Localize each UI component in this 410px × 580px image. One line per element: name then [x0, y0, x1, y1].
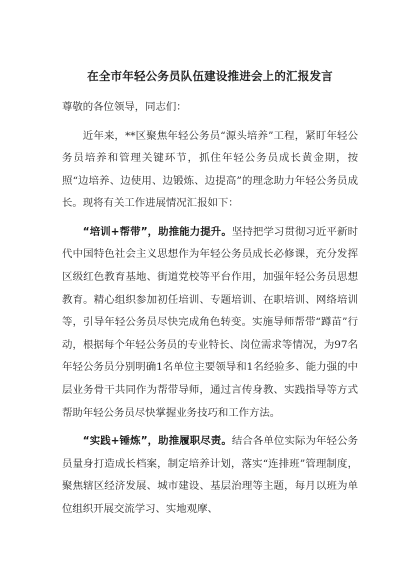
section-practice-paragraph	[62, 430, 358, 520]
salutation: 尊敬的各位领导，同志们：	[62, 101, 187, 113]
document-title: 在全市年轻公务员队伍建设推进会上的汇报发言	[87, 69, 333, 83]
section-training-heading: “培训+帮带”，助推能力提升。	[82, 225, 232, 238]
section-training-paragraph	[62, 221, 358, 424]
intro-paragraph: 近年来，**区聚焦年轻公务员“源头培养”工程，紧盯年轻公务员培养和管理关键环节，抓住年轻公务员成长黄金期，按照“边培养、边使用、边锻炼、边提高”的理念助力年轻公务员成长。现将有关工作进展情况汇报如下：	[62, 129, 358, 210]
section-practice-body: 结合各单位实际为年轻公务员量身打造成长档案，制定培养计划，落实“连排班”管理制度，聚焦辖区经济发展、城市建设、基层治理等主题，每月以班为单位组织开展交流学习、实地观摩、	[62, 435, 358, 515]
section-practice-heading: “实践+锤炼”，助推履职尽责。	[82, 435, 232, 448]
section-training-body: 坚持把学习贯彻习近平新时代中国特色社会主义思想作为年轻公务员成长必修课，充分发挥区级红色教育基地、街道党校等平台作用，加强年轻公务员思想教育。精心组织参加初任培训、专题培训、在职培训、网络培训等，引导年轻公务员尽快完成角色转变。实施导师帮带“蹲苗”行动，根据每个年轻公务员的专业特长、岗位需求等情况，为97名年轻公务员分别明确1名单位主要领导和1名经验多、能力强的中层业务骨干共同作为帮带导师，通过言传身教、实践指导等方式帮助年轻公务员尽快掌握业务技巧和工作方法。	[62, 225, 358, 419]
